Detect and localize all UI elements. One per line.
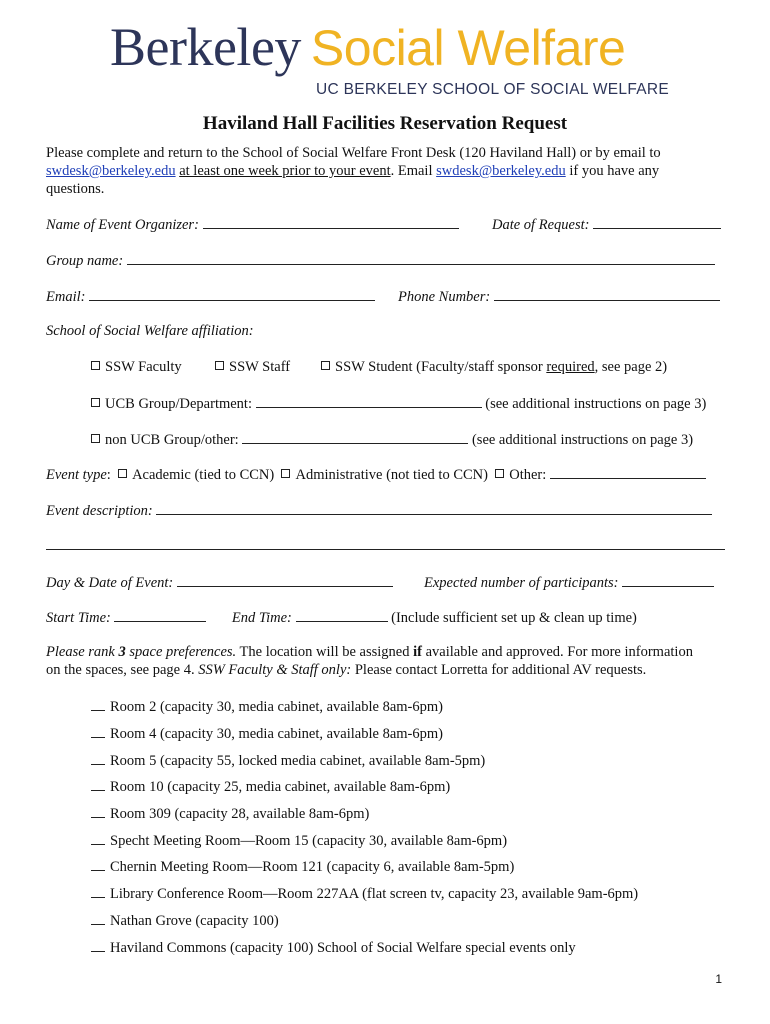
room-label: Room 4 (capacity 30, media cabinet, available 8am-6pm) bbox=[110, 726, 443, 742]
required-text: required bbox=[546, 359, 595, 375]
phone-label: Phone Number bbox=[398, 289, 486, 305]
room-option[interactable] bbox=[91, 724, 443, 743]
event-desc-label: Event description bbox=[46, 503, 148, 519]
non-ucb-group-label: non UCB Group/other: bbox=[105, 432, 239, 448]
room-option[interactable] bbox=[91, 777, 450, 796]
ssw-staff-checkbox[interactable] bbox=[215, 361, 224, 370]
organizer-row: Name of Event Organizer: bbox=[46, 215, 459, 234]
intro-text-2: . Email bbox=[390, 163, 433, 179]
ssw-student-option[interactable] bbox=[321, 358, 667, 376]
organizer-label: Name of Event Organizer bbox=[46, 217, 195, 233]
front-desk-email-link[interactable]: swdesk@berkeley.edu bbox=[46, 163, 176, 179]
end-time-label: End Time: bbox=[231, 610, 292, 626]
event-admin-checkbox[interactable] bbox=[281, 469, 290, 478]
day-date-field[interactable] bbox=[177, 573, 393, 587]
room-option[interactable] bbox=[91, 804, 369, 823]
rank-lead-2: space preferences. bbox=[125, 644, 237, 660]
participants-row: Expected number of participants: bbox=[424, 573, 714, 592]
rank-if: if bbox=[413, 644, 422, 660]
group-name-row: Group name: bbox=[46, 251, 715, 270]
intro-text-1: Please complete and return to the School of Social Welfare Front Desk (120 Haviland Hall) or by email to bbox=[46, 145, 661, 161]
logo-word-berkeley: Berkeley bbox=[110, 17, 301, 77]
room-option[interactable] bbox=[91, 938, 576, 957]
ssw-staff-label: SSW Staff bbox=[229, 359, 291, 375]
form-title: Haviland Hall Facilities Reservation Request bbox=[202, 113, 568, 134]
non-ucb-group-note: (see additional instructions on page 3) bbox=[471, 432, 694, 448]
event-type-label: Event type bbox=[46, 467, 107, 483]
room-rank-field[interactable] bbox=[91, 938, 105, 952]
logo-subtitle: UC BERKELEY SCHOOL OF SOCIAL WELFARE bbox=[316, 81, 670, 98]
event-desc-field[interactable] bbox=[156, 501, 712, 515]
start-time-label: Start Time: bbox=[46, 610, 111, 626]
intro-line-3 bbox=[46, 180, 104, 198]
event-other-field[interactable] bbox=[550, 465, 706, 479]
time-note: (Include sufficient set up & clean up time) bbox=[391, 610, 637, 626]
berkeley-social-welfare-logo bbox=[110, 17, 670, 100]
room-rank-field[interactable] bbox=[91, 831, 105, 845]
organizer-field[interactable] bbox=[203, 215, 459, 229]
ssw-student-checkbox[interactable] bbox=[321, 361, 330, 370]
room-rank-field[interactable] bbox=[91, 777, 105, 791]
rank-line2-italic: SSW Faculty & Staff only: bbox=[198, 662, 352, 678]
ssw-faculty-checkbox[interactable] bbox=[91, 361, 100, 370]
participants-label: Expected number of participants bbox=[424, 575, 614, 591]
rank-text-1: The location will be assigned bbox=[236, 644, 414, 660]
event-admin-label: Administrative (not tied to CCN) bbox=[295, 467, 488, 483]
ucb-group-note: (see additional instructions on page 3) bbox=[485, 396, 707, 412]
room-label: Room 10 (capacity 25, media cabinet, available 8am-6pm) bbox=[110, 779, 451, 795]
non-ucb-group-checkbox[interactable] bbox=[91, 434, 100, 443]
room-label: Chernin Meeting Room—Room 121 (capacity 6, available 8am-5pm) bbox=[110, 859, 515, 875]
email-field[interactable] bbox=[89, 287, 375, 301]
room-label: Specht Meeting Room—Room 15 (capacity 30, available 8am-6pm) bbox=[110, 833, 508, 849]
group-name-field[interactable] bbox=[127, 251, 715, 265]
rank-line-2 bbox=[46, 661, 646, 679]
event-desc-row: Event description: bbox=[46, 501, 712, 520]
ucb-group-label: UCB Group/Department: bbox=[105, 396, 252, 412]
room-option[interactable] bbox=[91, 751, 485, 770]
event-desc-line-2[interactable] bbox=[46, 549, 725, 550]
room-label: Room 5 (capacity 55, locked media cabinet, available 8am-5pm) bbox=[110, 753, 486, 769]
ssw-faculty-option[interactable] bbox=[91, 358, 182, 376]
email-label: Email: bbox=[46, 289, 86, 305]
time-row bbox=[46, 608, 637, 627]
ssw-student-note: , see page 2) bbox=[594, 359, 668, 375]
room-label: Nathan Grove (capacity 100) bbox=[110, 913, 279, 929]
room-rank-field[interactable] bbox=[91, 724, 105, 738]
intro-line-2 bbox=[46, 162, 659, 180]
room-rank-field[interactable] bbox=[91, 911, 105, 925]
event-type-row: Event type: Academic (tied to CCN) Administrative (not tied to CCN) Other: bbox=[46, 465, 706, 484]
ssw-staff-option[interactable] bbox=[215, 358, 290, 376]
deadline-text: at least one week prior to your event bbox=[179, 163, 391, 179]
event-other-checkbox[interactable] bbox=[495, 469, 504, 478]
participants-field[interactable] bbox=[622, 573, 714, 587]
rank-text-2: available and approved. For more information bbox=[421, 644, 693, 660]
phone-row: Phone Number: bbox=[398, 287, 720, 306]
page-number: 1 bbox=[715, 972, 722, 986]
room-rank-field[interactable] bbox=[91, 857, 105, 871]
event-academic-label: Academic (tied to CCN) bbox=[132, 467, 275, 483]
date-request-row: Date of Request: bbox=[492, 215, 721, 234]
ssw-faculty-label: SSW Faculty bbox=[105, 359, 182, 375]
date-request-field[interactable] bbox=[593, 215, 721, 229]
ucb-group-checkbox[interactable] bbox=[91, 398, 100, 407]
room-rank-field[interactable] bbox=[91, 804, 105, 818]
start-time-field[interactable] bbox=[114, 608, 206, 622]
affiliation-label: School of Social Welfare affiliation: bbox=[46, 323, 254, 339]
logo-wordmark bbox=[110, 17, 626, 77]
room-label: Room 309 (capacity 28, available 8am-6pm) bbox=[110, 806, 370, 822]
rank-line2-pre: on the spaces, see page 4. bbox=[46, 662, 199, 678]
room-rank-field[interactable] bbox=[91, 751, 105, 765]
non-ucb-group-option[interactable] bbox=[91, 430, 693, 449]
rank-lead: Please rank bbox=[46, 644, 119, 660]
date-request-label: Date of Request bbox=[492, 217, 585, 233]
ucb-group-option[interactable] bbox=[91, 394, 706, 413]
non-ucb-group-field[interactable] bbox=[242, 430, 468, 444]
room-label: Library Conference Room—Room 227AA (flat screen tv, capacity 23, available 9am-6pm) bbox=[110, 886, 639, 902]
room-label: Room 2 (capacity 30, media cabinet, available 8am-6pm) bbox=[110, 699, 443, 715]
room-option[interactable] bbox=[91, 911, 279, 930]
day-date-row: Day & Date of Event: bbox=[46, 573, 393, 592]
room-rank-field[interactable] bbox=[91, 697, 105, 711]
event-academic-checkbox[interactable] bbox=[118, 469, 127, 478]
room-option[interactable] bbox=[91, 884, 638, 903]
phone-field[interactable] bbox=[494, 287, 720, 301]
ucb-group-field[interactable] bbox=[256, 394, 482, 408]
ssw-student-label: SSW Student (Faculty/staff sponsor bbox=[335, 359, 543, 375]
event-other-label: Other: bbox=[509, 467, 547, 483]
room-option[interactable] bbox=[91, 857, 514, 876]
questions-email-link[interactable]: swdesk@berkeley.edu bbox=[436, 163, 566, 179]
room-option[interactable] bbox=[91, 697, 443, 716]
room-option[interactable] bbox=[91, 831, 507, 850]
logo-word-social-welfare: Social Welfare bbox=[310, 20, 626, 76]
day-date-label: Day & Date of Event bbox=[46, 575, 169, 591]
room-rank-field[interactable] bbox=[91, 884, 105, 898]
rank-number: 3 bbox=[118, 644, 126, 660]
rank-line2-post: Please contact Lorretta for additional AV requests. bbox=[351, 662, 647, 678]
intro-text-3: if you have any bbox=[569, 163, 660, 179]
intro-text-4: questions. bbox=[46, 181, 105, 197]
intro-line-1 bbox=[46, 144, 661, 162]
end-time-field[interactable] bbox=[296, 608, 388, 622]
room-label: Haviland Commons (capacity 100) School of Social Welfare special events only bbox=[110, 940, 576, 956]
rank-line-1 bbox=[46, 643, 693, 661]
email-row bbox=[46, 287, 375, 306]
group-name-label: Group name bbox=[46, 253, 119, 269]
